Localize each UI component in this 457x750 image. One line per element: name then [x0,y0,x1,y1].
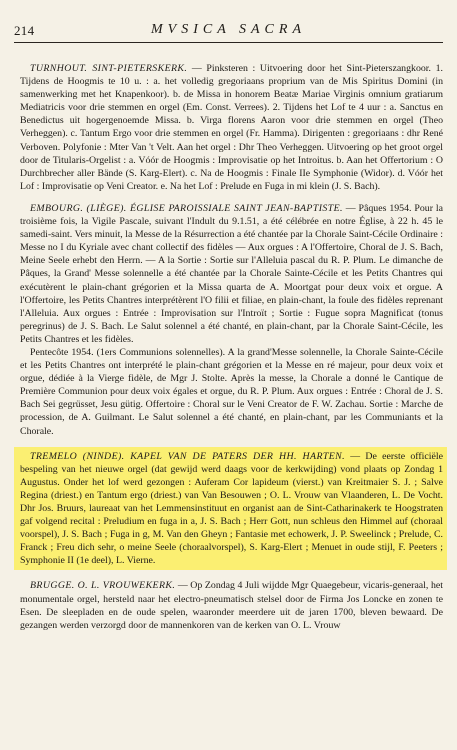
article-embourg [20,202,443,438]
article-heading: BRUGGE. O. L. VROUWEKERK. [30,580,176,592]
article-paragraph [20,62,443,193]
article-body: — Op Zondag 4 Juli wijdde Mgr Quaegebeur, vicaris-generaal, het monumentale orgel, hersteld naar het electro-pneumatisch stelsel door de Firma Jos Loncke en zonen te Esen. De sleepladen en de oude spelen, waaronder meerdere uit de jaren 1700, bleven bewaard. De gezangen werden verzorgd door de mannenkoren van de kerken van O. L. Vrouw [20,580,443,631]
article-paragraph [20,579,443,631]
article-paragraph: Pentecôte 1954. (1ers Communions solennelles). A la grand'Messe solennelle, la Chorale Sainte-Cécile et les Petits Chantres ont interprété le plain-chant grégorien et la Messe en ré majeur, pour deux voix et orgue, dédiée à la Vierge fidèle, de Mgr J. Stolte. Après la messe, la Chorale a donné le Cantique de Première Communion pour deux voix égales et orgue, du R. P. Plum. Aux orgues : Entrée : Choral de J. S. Bach Sei gegrüsset, Jesu gütig. Offertoire : Choral sur le Veni Creator de F. W. Zachau. Sortie : Marche de procession, de A. Guilmant. Le Salut solennel a été chanté, en plain-chant, par les Communiants et la Chorale. [20,346,443,437]
page-number: 214 [14,23,35,38]
article-body: — Pâques 1954. Pour la troisième fois, la Vigile Pascale, suivant l'Indult du 9.1.51, a été célébrée en notre Église, à 22 h. 45 le samedi-saint. Vers minuit, la Messe de la Résurrection a été chantée par la Chorale Saint-Cécile Ordinaire : Messe no I du Kyriale avec chant collectif des fidèles — Aux orgues : A l'Offertoire, Choral de J. S. Bach, Meine Seele erhebt den Herrn. — A la Sortie : Sortie sur l'Alleluia pascal du R. P. Plum. Le dimanche de Pâques, la Grand' Messe solennelle a été chantée par la Chorale Sainte-Cécile et les Petits Chantres qui exécutèrent le plain-chant grégorien et la Missa quarta de A. Moortgat pour deux voix et orgue. A l'Offertoire, les Petits Chantres interprétèrent l'O filii et filiae, en plain-chant, la foule des fidèles reprenant l'Alleluia. Aux orgues : Entrée : Improvisation sur l'Introït ; Sortie : Fugue sopra Magnificat (tonus peregrinus) de J. S. Bach. Le Salut solennel a été chanté, en plain-chant, par la Chorale Saint-Cécile, les Petits Chantres et les fidèles. [20,202,443,345]
article-column [20,62,443,641]
article-heading: TREMELO (NINDE). KAPEL VAN DE PATERS DER HH. HARTEN. [30,450,346,462]
article-body: — Pinksteren : Uitvoering door het Sint-Pieterszangkoor. 1. Tijdens de Hoogmis te 10 u. : a. het volledig gregoriaans proprium van de Mis Spiritus Domini (in samenwerking met het Knapenkoor). b. de Missa in honorem Beatæ Mariae Virginis omnium gratiarum Mediatricis voor drie stemmen en orgel (Em. Const. Verrees). 2. Tijdens het Lof te 4 uur : a. Sanctus en Benedictus uit hogergenoemde Missa. b. Virga florens Aaron voor drie stemmen en orgel (Theo Verheggen). c. Tantum Ergo voor drie stemmen en orgel (Fr. Hamma). Dirigenten : gregoriaans : dhr René Verboven. Polyfonie : Mter Van 't Velt. Aan het orgel : Dhr Theo Verheggen. Uitvoering op het groot orgel door de Titularis-Orgelist : a. Vóór de Hoogmis : Improvisatie op het Introitus. b. Aan het Offertorium : O Durchbrecher aller Bände (S. Karg-Elert). c. Na de Hoogmis : Finale IIe Symphonie (Widor). d. Vóór het Lof : Improvisatie op Veni Creator. e. Na het Lof : Prelude en Fuga in mi klein (J. S. Bach). [20,63,444,192]
article-body: — De eerste officiële bespeling van het nieuwe orgel (dat gewijd werd daags voor de kerkwijding) vond plaats op Zondag 1 Augustus. Onder het lof werd gezongen : Auferam Cor lapideum (vierst.) van Kreitmaier S. J. ; Salve Regina (driest.) en Tantum ergo (driest.) van Van Besouwen ; O. L. Vrouw van Vlaanderen, L. De Vocht. Dhr Jos. Bruurs, laureaat van het Lemmensinstituut en organist aan de Sint-Catharinakerk te Hoogstraten gaf volgend recital : Preludium en fuga in a, J. S. Bach ; Herr Gott, nun schleus den Himmel auf (choraal voorspel), J. S. Bach ; Fuga in g, M. Van den Gheyn ; Fantasie met echowerk, J. P. Sweelinck ; Prelude, C. Franck ; Freu dich sehr, o meine Seele (choraalvorspel), S. Karg-Elert ; Menuet in oude stijl, F. Peeters ; Symphonie II (1e deel), L. Vierne. [20,450,443,567]
article-brugge [20,579,443,631]
article-heading: EMBOURG. (LIÈGE). ÉGLISE PAROISSIALE SAINT JEAN-BAPTISTE. [30,202,343,214]
article-turnhout [20,62,443,193]
article-paragraph [20,202,443,346]
article-paragraph [20,450,443,568]
running-title: MVSICA SACRA [150,22,306,37]
page-header [14,22,443,43]
article-tremelo-highlighted [14,447,447,571]
article-heading: TURNHOUT. SINT-PIETERSKERK. [30,63,188,74]
